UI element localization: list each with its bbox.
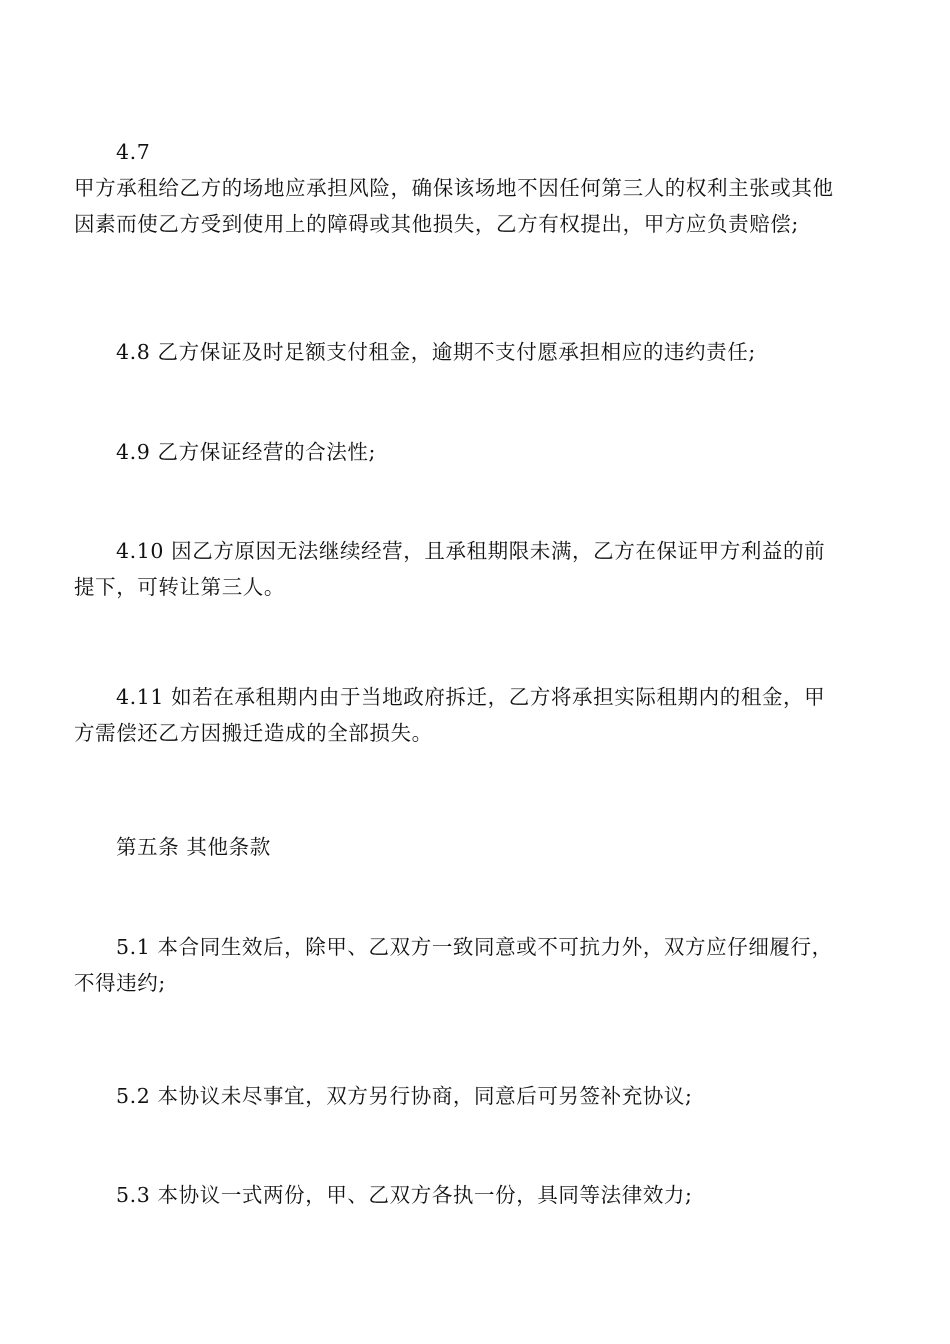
article-title: 第五条 其他条款 — [116, 835, 271, 859]
clause-5-3 — [74, 1177, 880, 1213]
clause-text-line: 5.2 本协议未尽事宜，双方另行协商，同意后可另签补充协议; — [116, 1084, 693, 1108]
clause-text-line: 5.1 本合同生效后，除甲、乙双方一致同意或不可抗力外，双方应仔细履行， — [116, 935, 833, 959]
clause-text-line: 4.8 乙方保证及时足额支付租金，逾期不支付愿承担相应的违约责任; — [116, 340, 756, 364]
clause-text-line: 4.11 如若在承租期内由于当地政府拆迁，乙方将承担实际租期内的租金，甲 — [116, 685, 826, 709]
clause-text-line: 4.10 因乙方原因无法继续经营，且承租期限未满，乙方在保证甲方利益的前 — [116, 539, 826, 563]
clause-text-line: 5.3 本协议一式两份，甲、乙双方各执一份，具同等法律效力; — [116, 1183, 693, 1207]
article-5-heading — [74, 829, 880, 865]
clause-text-line: 方需偿还乙方因搬迁造成的全部损失。 — [74, 721, 433, 745]
clause-text-line: 不得违约; — [74, 971, 166, 995]
clause-4-10 — [74, 533, 880, 605]
clause-4-8 — [74, 334, 880, 370]
clause-text-line: 因素而使乙方受到使用上的障碍或其他损失，乙方有权提出，甲方应负责赔偿; — [74, 212, 799, 236]
clause-4-9 — [74, 434, 880, 470]
clause-text-line: 4.9 乙方保证经营的合法性; — [116, 440, 377, 464]
clause-text-line: 提下，可转让第三人。 — [74, 575, 285, 599]
clause-4-7 — [74, 134, 880, 242]
clause-5-1 — [74, 929, 880, 1001]
clause-text-line: 甲方承租给乙方的场地应承担风险，确保该场地不因任何第三人的权利主张或其他 — [74, 176, 834, 200]
clause-4-11 — [74, 679, 880, 751]
clause-number: 4.7 — [116, 140, 151, 164]
clause-5-2 — [74, 1078, 880, 1114]
